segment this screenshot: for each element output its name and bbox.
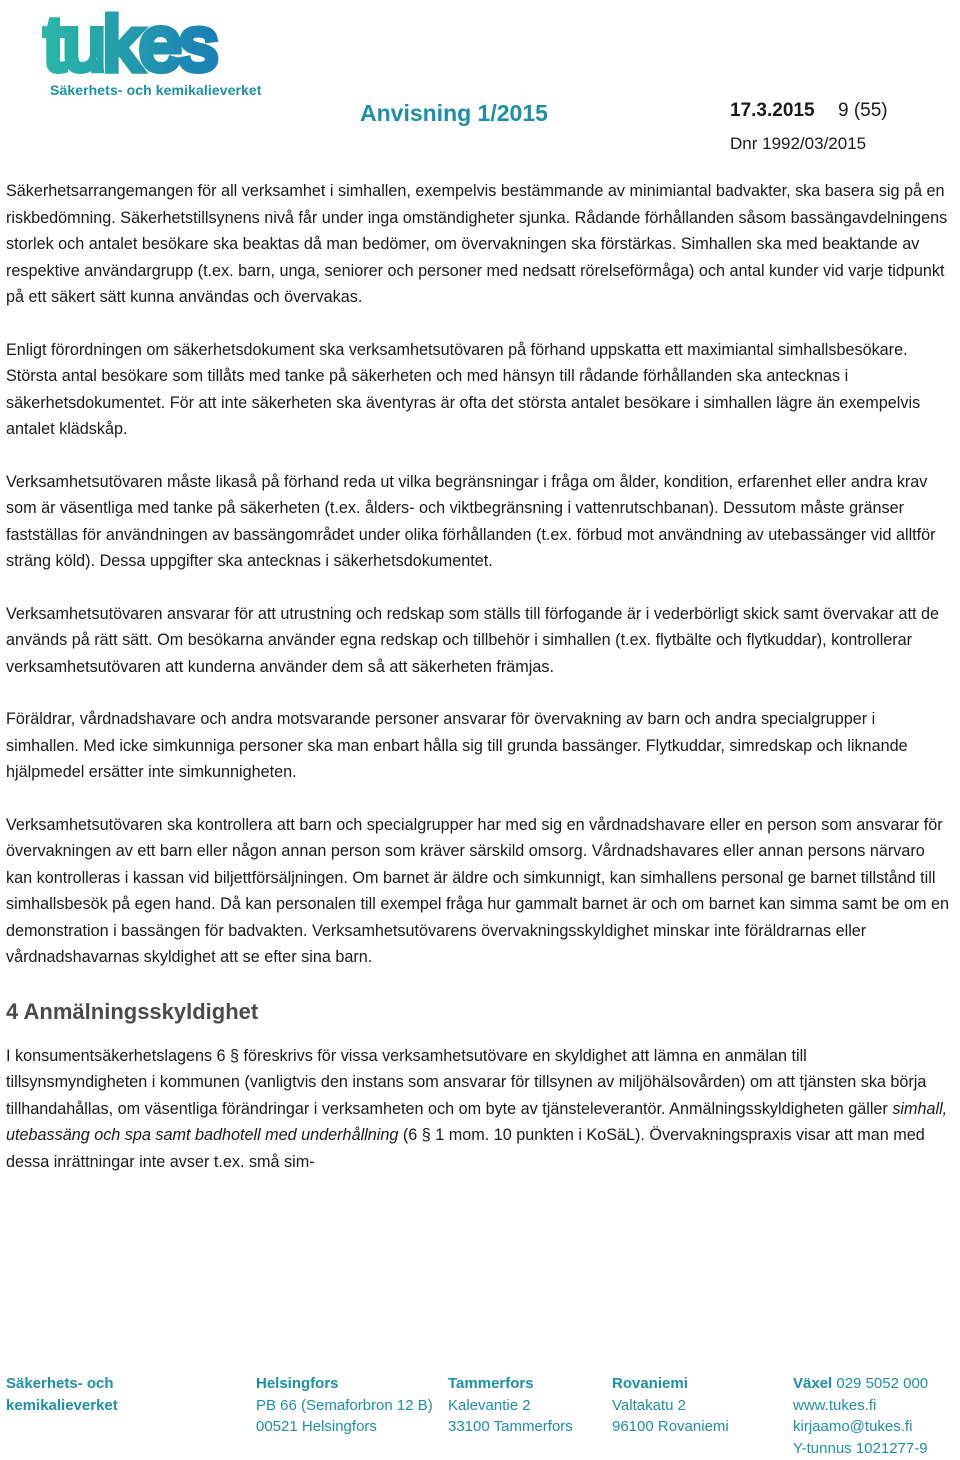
paragraph: Föräldrar, vårdnadshavare och andra motsvarande personer ansvarar för övervakning av barn och andra specialgrupper i simhallen. Med icke simkunniga personer ska man enbart hålla sig till grunda bassänger. Flytkuddar, simredskap och liknande hjälpmedel ersätter inte simkunnigheten.	[6, 710, 908, 781]
paragraph: Verksamhetsutövaren ska kontrollera att barn och specialgrupper har med sig en vårdnadshavare eller en person som ansvarar för övervakningen av ett barn eller någon annan person som kräver särskild omsorg. Vårdnadshavares eller annan persons närvaro kan kontrolleras i kassan vid biljettförsäljningen. Om barnet är äldre och simkunnigt, kan simhallens personal ge barnet tillstånd till simhallsbesök på egen hand. Då kan personalen till exempel fråga hur gammalt barnet är och om barnet kan simma samt be om en demonstration i bassängen för badvakten. Verksamhetsutövarens övervakningsskyldighet minskar inte föräldrarnas eller vårdnadshavarnas skyldighet att se efter sina barn.	[6, 815, 949, 966]
footer-agency-line: Säkerhets- och	[6, 1375, 114, 1392]
footer-contact	[793, 1373, 928, 1459]
footer-address: Kalevantie 2	[448, 1396, 531, 1414]
paragraph-emphasis: simhall, utebassäng och spa samt badhotell med underhållning	[6, 1099, 948, 1144]
page-footer	[6, 1373, 956, 1457]
footer-address: PB 66 (Semaforbron 12 B)	[256, 1396, 433, 1414]
footer-agency	[6, 1373, 118, 1416]
footer-switchboard	[793, 1373, 928, 1395]
footer-postal: 00521 Helsingfors	[256, 1418, 377, 1435]
logo-wordmark: tukes	[44, 6, 216, 82]
footer-switchboard-label: Växel	[793, 1375, 833, 1392]
footer-city: Helsingfors	[256, 1375, 339, 1392]
paragraph-text: (6 § 1 mom. 10 punkten i KoSäL). Övervakningspraxis visar att man med dessa inrättningar inte avser t.ex. små sim-	[6, 1126, 925, 1171]
paragraph: Verksamhetsutövaren ansvarar för att utrustning och redskap som ställs till förfogande är i vederbörligt skick samt övervakar att de används på rätt sätt. Om besökarna använder egna redskap och tillbehör i simhallen (t.ex. flytbälte och flytkuddar), kontrollerar verksamhetsutövaren att kunderna använder dem så att säkerheten främjas.	[6, 604, 940, 676]
document-date: 17.3.2015	[730, 100, 815, 121]
footer-city: Tammerfors	[448, 1375, 534, 1392]
tukes-logo	[42, 6, 262, 98]
footer-phone: 029 5052 000	[836, 1375, 929, 1392]
footer-city: Rovaniemi	[612, 1375, 688, 1392]
document-body	[6, 178, 950, 1201]
footer-helsingfors	[256, 1373, 433, 1438]
document-title: Anvisning 1/2015	[360, 100, 548, 126]
footer-postal: 96100 Rovaniemi	[612, 1418, 729, 1435]
page-number: 9 (55)	[838, 100, 888, 121]
paragraph: Säkerhetsarrangemangen för all verksamhet i simhallen, exempelvis bestämmande av minimiantal badvakter, ska basera sig på en riskbedömning. Säkerhetstillsynens nivå får under inga omständigheter sjunka. Rådande förhållanden såsom bassängavdelningens storlek och antalet besökare ska beaktas då man bedömer, om övervakningen ska förstärkas. Simhallen ska med beaktande av respektive användargrupp (t.ex. barn, unga, seniorer och personer med nedsatt rörelseförmåga) och antal kunder vid varje tidpunkt på ett säkert sätt kunna användas och övervakas.	[6, 182, 948, 306]
paragraph: Verksamhetsutövaren måste likaså på förhand reda ut vilka begränsningar i fråga om ålder, kondition, erfarenhet eller andra krav som är väsentliga med tanke på säkerheten (t.ex. ålders- och viktbegränsning i vattenrutschbanan). Dessutom måste gränser fastställas för användningen av bassängområdet under olika förhållanden (t.ex. förbud mot användning av utebassänger vid alltför sträng köld). Dessa uppgifter ska antecknas i säkerhetsdokumentet.	[6, 472, 936, 570]
footer-business-id: Y-tunnus 1021277-9	[793, 1439, 928, 1457]
footer-rovaniemi	[612, 1373, 729, 1438]
paragraph-text: I konsumentsäkerhetslagens 6 § föreskrivs för vissa verksamhetsutövare en skyldighet att lämna en anmälan till tillsynsmyndigheten i kommunen (vanligtvis den instans som ansvarar för tillsynen av miljöhälsovården) om att tjänsten ska börja tillhandahållas, om väsentliga förändringar i verksamheten och om byte av tjänsteleverantör. Anmälningsskyldigheten gäller	[6, 1046, 927, 1118]
paragraph: Enligt förordningen om säkerhetsdokument ska verksamhetsutövaren på förhand uppskatta ett maximiantal simhallsbesökare. Största antal besökare som tillåts med tanke på säkerheten och med hänsyn till rådande förhållanden ska antecknas i säkerhetsdokumentet. För att inte säkerheten ska äventyras är ofta det största antalet besökare i simhallen lägre än exempelvis antalet klädskåp.	[6, 340, 921, 438]
footer-agency-line: kemikalieverket	[6, 1396, 118, 1414]
footer-email-link[interactable]: kirjaamo@tukes.fi	[793, 1418, 913, 1435]
paragraph	[6, 1043, 950, 1176]
footer-address: Valtakatu 2	[612, 1396, 686, 1414]
footer-website-link[interactable]: www.tukes.fi	[793, 1396, 877, 1414]
footer-tammerfors	[448, 1373, 573, 1438]
logo-subtitle: Säkerhets- och kemikalieverket	[50, 82, 262, 98]
section-heading: 4 Anmälningsskyldighet	[6, 998, 259, 1024]
footer-postal: 33100 Tammerfors	[448, 1418, 573, 1435]
tukes-logo-mark	[42, 6, 252, 82]
document-dnr: Dnr 1992/03/2015	[730, 134, 867, 153]
